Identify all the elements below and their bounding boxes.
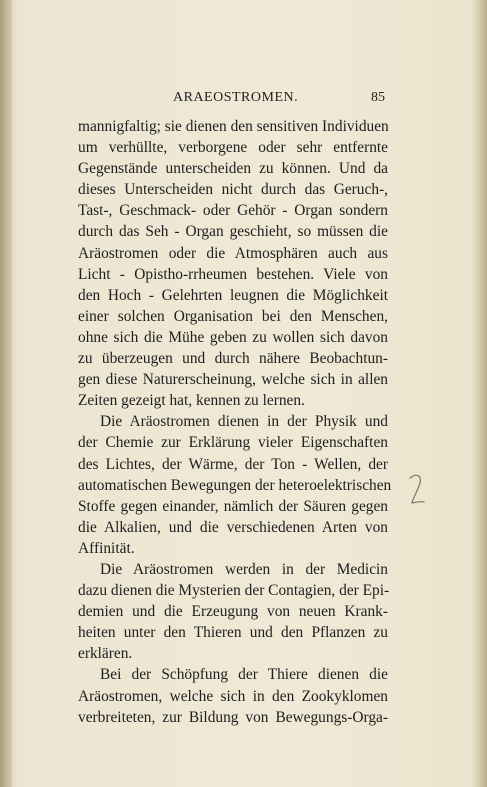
text-line: erklären.: [78, 645, 133, 663]
text-line: automatischen Bewegungen der heteroelektrischen: [78, 476, 392, 494]
text-line: des Lichtes, der Wärme, der Ton - Wellen, der: [78, 455, 388, 473]
text-line: um verhüllte, verborgene oder sehr entfernte: [78, 139, 388, 157]
text-line: dieses Unterscheiden nicht durch das Geruch-,: [78, 181, 388, 199]
book-spine-shadow: [0, 0, 12, 787]
text-line: ohne sich die Mühe geben zu wollen sich davon: [78, 328, 388, 346]
text-line: Tast-, Geschmack- oder Gehör - Organ sondern: [78, 202, 388, 220]
text-line: Stoffe gegen einander, nämlich der Säuren gegen: [78, 497, 388, 515]
text-line: zu überzeugen und durch nähere Beobachtun-: [78, 350, 388, 368]
page-edge: [471, 0, 487, 787]
text-line: dazu dienen die Mysterien der Contagien, der Epi-: [78, 582, 390, 600]
text-line: gen diese Naturerscheinung, welche sich in allen: [78, 371, 388, 389]
text-line: der Chemie zur Erklärung vieler Eigenschaften: [78, 434, 388, 452]
text-line: die Alkalien, und die verschiedenen Arten von: [78, 518, 388, 536]
running-head: ARAEOSTROMEN.: [173, 90, 299, 105]
text-line: den Hoch - Gelehrten leugnen die Möglichkeit: [78, 286, 388, 304]
text-line: Licht - Opistho-rrheumen bestehen. Viele von: [78, 265, 388, 283]
text-line: Zeiten gezeigt hat, kennen zu lernen.: [78, 392, 305, 410]
text-line: Die Aräostromen dienen in der Physik und: [100, 413, 388, 431]
page-header: [0, 90, 487, 112]
text-line: heiten unter den Thieren und den Pflanzen zu: [78, 624, 388, 642]
page-number: 85: [371, 90, 385, 105]
text-line: Bei der Schöpfung der Thiere dienen die: [100, 666, 388, 684]
text-line: Affinität.: [78, 539, 135, 557]
text-line: Aräostromen oder die Atmosphären auch aus: [78, 244, 388, 262]
text-line: durch das Seh - Organ geschieht, so müssen die: [78, 223, 388, 241]
text-line: Aräostromen, welche sich in den Zookyklomen: [78, 687, 388, 705]
text-line: einer solchen Organisation bei den Menschen,: [78, 307, 388, 325]
body-text: [78, 116, 392, 728]
text-line: demien und die Erzeugung von neuen Krank-: [78, 603, 388, 621]
text-line: mannigfaltig; sie dienen den sensitiven Individuen: [78, 118, 389, 135]
margin-pencil-mark: [407, 470, 427, 510]
text-line: Gegenstände unterscheiden zu können. Und da: [78, 160, 388, 178]
text-line: verbreiteten, zur Bildung von Bewegungs-Orga-: [78, 708, 388, 726]
text-line: Die Aräostromen werden in der Medicin: [100, 560, 388, 578]
